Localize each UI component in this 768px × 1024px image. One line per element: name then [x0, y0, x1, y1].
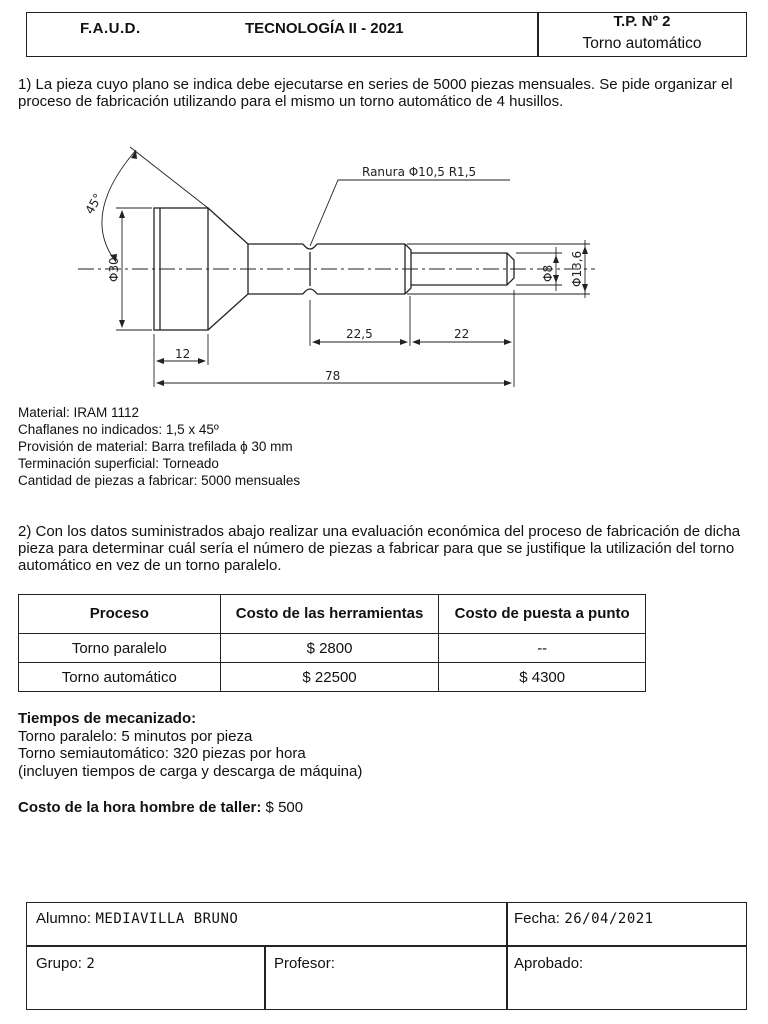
question-2: 2) Con los datos suministrados abajo realizar una evaluación económica del proceso de fabricación de dicha pieza para determinar cuál sería el número de piezas a fabricar para que se justifique la utilización del torno automático en vez de un torno paralelo. [18, 523, 741, 574]
table-header-cell: Proceso [19, 595, 221, 634]
tiempos-line: Torno paralelo: 5 minutos por pieza [18, 727, 253, 745]
dim225-label: 22,5 [346, 327, 373, 341]
table-cell: Torno paralelo [19, 634, 221, 663]
tiempos-title: Tiempos de mecanizado: [18, 710, 197, 727]
dia136-label: Φ13,6 [570, 250, 584, 287]
fecha-value: 26/04/2021 [564, 911, 654, 927]
table-header-cell: Costo de las herramientas [220, 595, 439, 634]
footer-alumno [36, 910, 238, 928]
costo-label: Costo de la hora hombre de taller: [18, 799, 262, 816]
profesor-label: Profesor: [274, 955, 335, 972]
header-course: TECNOLOGÍA II - 2021 [245, 20, 404, 37]
spec-provision: Provisión de material: Barra trefilada ϕ 30 mm [18, 439, 293, 454]
spec-list [18, 404, 300, 489]
footer-fecha [514, 910, 654, 928]
grupo-label: Grupo: [36, 955, 82, 972]
dim78-label: 78 [325, 369, 341, 383]
alumno-label: Alumno: [36, 910, 92, 927]
spec-cantidad: Cantidad de piezas a fabricar: 5000 mensuales [18, 473, 301, 488]
table-cell: $ 2800 [220, 634, 439, 663]
tiempos-line: Torno semiautomático: 320 piezas por hora [18, 745, 306, 762]
alumno-value: MEDIAVILLA BRUNO [95, 911, 239, 927]
header-subtitle: Torno automático [582, 35, 702, 52]
header-tp-number: T.P. Nº 2 [613, 13, 671, 30]
dim12-label: 12 [175, 347, 191, 361]
grupo-value: 2 [86, 956, 96, 972]
costo-value: $ 500 [261, 799, 304, 816]
fecha-label: Fecha: [514, 910, 560, 927]
table-header-row [19, 595, 646, 634]
footer-divider [506, 902, 508, 1010]
table-row [19, 663, 646, 692]
tiempos-line: (incluyen tiempos de carga y descarga de máquina) [18, 762, 363, 780]
dim22-label: 22 [454, 327, 470, 341]
table-cell: $ 22500 [220, 663, 439, 692]
table-header-cell: Costo de puesta a punto [439, 595, 646, 634]
ranura-label: Ranura Φ10,5 R1,5 [362, 165, 477, 179]
spec-terminacion: Terminación superficial: Torneado [18, 456, 219, 471]
footer-divider [26, 945, 747, 947]
table-cell: $ 4300 [439, 663, 646, 692]
part-drawing [0, 140, 768, 400]
spec-material: Material: IRAM 1112 [18, 405, 140, 420]
table-cell: -- [439, 634, 646, 663]
question-1: 1) La pieza cuyo plano se indica debe ejecutarse en series de 5000 piezas mensuales. Se pide organizar el proceso de fabricación utilizando para el mismo un torno automático de 4 husillos. [18, 76, 733, 110]
costo-hora [18, 799, 303, 816]
aprobado-label: Aprobado: [514, 955, 584, 972]
footer-divider [264, 945, 266, 1010]
dia30-label: Φ30 [107, 257, 121, 282]
tiempos-section [18, 710, 362, 780]
angle-label: 45° [82, 191, 106, 217]
table-row [19, 634, 646, 663]
header-faud: F.A.U.D. [80, 20, 141, 37]
spec-chaflanes: Chaflanes no indicados: 1,5 x 45º [18, 422, 219, 437]
dia8-label: Φ8 [541, 264, 555, 282]
cost-table [18, 594, 646, 692]
footer-grupo [36, 955, 95, 973]
table-cell: Torno automático [19, 663, 221, 692]
